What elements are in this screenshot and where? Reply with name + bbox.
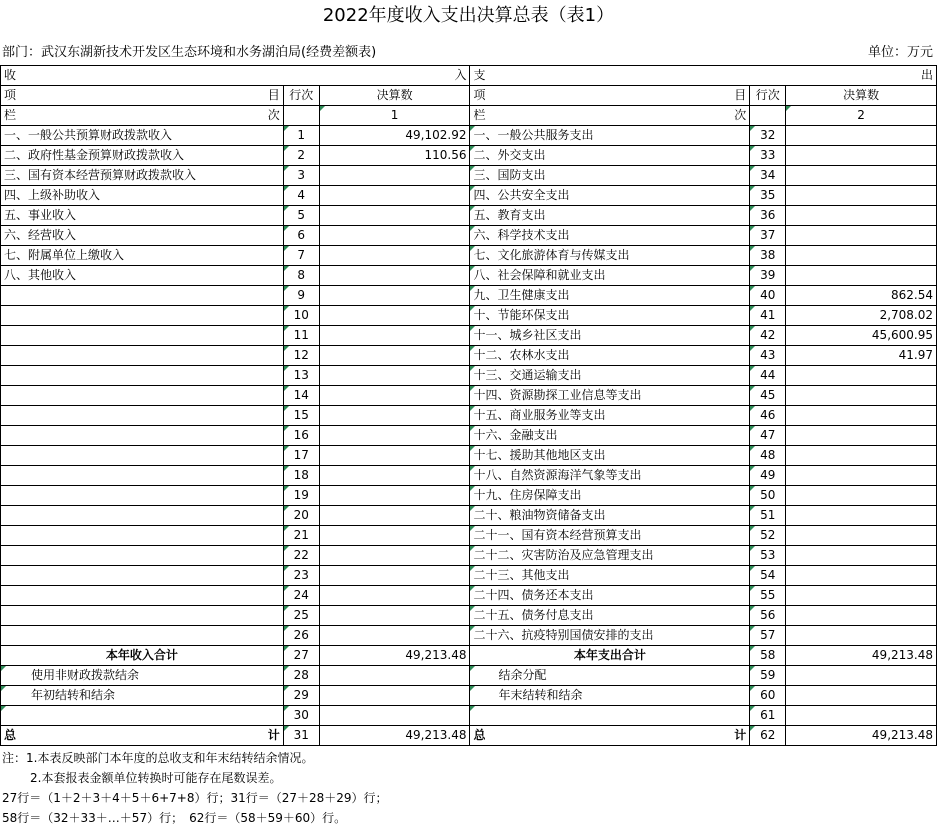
expense-amount xyxy=(786,126,937,146)
table-row xyxy=(1,126,937,146)
income-amount xyxy=(319,466,470,486)
expense-item: 十五、商业服务业等支出 xyxy=(470,406,750,426)
income-row-number: 8 xyxy=(283,266,319,286)
income-amount xyxy=(319,506,470,526)
expense-item: 十四、资源勘探工业信息等支出 xyxy=(470,386,750,406)
income-item: 使用非财政拨款结余 xyxy=(1,666,284,686)
expense-row-number: 34 xyxy=(750,166,786,186)
income-item xyxy=(1,406,284,426)
expense-row-number: 56 xyxy=(750,606,786,626)
income-item xyxy=(1,486,284,506)
income-row-number: 16 xyxy=(283,426,319,446)
expense-row-number: 54 xyxy=(750,566,786,586)
income-grand-total-amount: 49,213.48 xyxy=(319,726,470,746)
income-row-number: 9 xyxy=(283,286,319,306)
expense-amount xyxy=(786,566,937,586)
income-row-number: 5 xyxy=(283,206,319,226)
income-item: 一、一般公共预算财政拨款收入 xyxy=(1,126,284,146)
expense-row-number: 42 xyxy=(750,326,786,346)
table-row xyxy=(1,566,937,586)
expense-row-number: 37 xyxy=(750,226,786,246)
income-item xyxy=(1,466,284,486)
expense-amount xyxy=(786,146,937,166)
income-row-number: 1 xyxy=(283,126,319,146)
income-amount: 110.56 xyxy=(319,146,470,166)
income-grand-total-row-number: 31 xyxy=(283,726,319,746)
income-row-number: 25 xyxy=(283,606,319,626)
income-row-number: 30 xyxy=(283,706,319,726)
expense-row-number: 51 xyxy=(750,506,786,526)
income-row-number: 14 xyxy=(283,386,319,406)
report-title: 2022年度收入支出决算总表（表1） xyxy=(322,5,615,26)
income-amount xyxy=(319,366,470,386)
expense-amount xyxy=(786,366,937,386)
income-item: 七、附属单位上缴收入 xyxy=(1,246,284,266)
expense-amount xyxy=(786,386,937,406)
expense-item-header: 项 目 xyxy=(470,86,750,106)
income-amount xyxy=(319,426,470,446)
expense-section-header: 支 出 xyxy=(470,66,937,86)
income-row-number: 4 xyxy=(283,186,319,206)
income-item xyxy=(1,326,284,346)
expense-row-number: 47 xyxy=(750,426,786,446)
income-item: 六、经营收入 xyxy=(1,226,284,246)
table-row xyxy=(1,406,937,426)
income-amount xyxy=(319,486,470,506)
unit-label: 单位：万元 xyxy=(867,45,933,60)
income-item xyxy=(1,546,284,566)
income-row-number: 13 xyxy=(283,366,319,386)
income-amount xyxy=(319,326,470,346)
income-amount xyxy=(319,286,470,306)
expense-row-number: 35 xyxy=(750,186,786,206)
expense-item: 七、文化旅游体育与传媒支出 xyxy=(470,246,750,266)
expense-item xyxy=(470,706,750,726)
note-2: 2.本套报表金额单位转换时可能存在尾数误差。 xyxy=(30,771,282,785)
expense-amount xyxy=(786,226,937,246)
income-amount xyxy=(319,626,470,646)
table-row xyxy=(1,686,937,706)
table-row xyxy=(1,166,937,186)
expense-row-number: 48 xyxy=(750,446,786,466)
income-row-number: 28 xyxy=(283,666,319,686)
expense-col-label: 栏 次 xyxy=(470,106,750,126)
expense-row-number: 55 xyxy=(750,586,786,606)
expense-row-number: 46 xyxy=(750,406,786,426)
expense-amount xyxy=(786,266,937,286)
table-row xyxy=(1,226,937,246)
expense-item: 年末结转和结余 xyxy=(470,686,750,706)
expense-item: 九、卫生健康支出 xyxy=(470,286,750,306)
expense-row-number: 36 xyxy=(750,206,786,226)
income-row-number: 6 xyxy=(283,226,319,246)
table-row xyxy=(1,486,937,506)
expense-amount xyxy=(786,546,937,566)
expense-row-number: 60 xyxy=(750,686,786,706)
table-row xyxy=(1,666,937,686)
note-3: 27行＝（1＋2＋3＋4＋5＋6+7+8）行；31行＝（27＋28＋29）行； xyxy=(2,791,388,805)
income-amount xyxy=(319,306,470,326)
income-item: 二、政府性基金预算财政拨款收入 xyxy=(1,146,284,166)
expense-item: 五、教育支出 xyxy=(470,206,750,226)
expense-row-number: 32 xyxy=(750,126,786,146)
income-amount xyxy=(319,166,470,186)
expense-item: 四、公共安全支出 xyxy=(470,186,750,206)
income-amount xyxy=(319,206,470,226)
income-total-row-number: 27 xyxy=(283,646,319,666)
expense-row-number: 50 xyxy=(750,486,786,506)
table-row xyxy=(1,346,937,366)
income-amount xyxy=(319,586,470,606)
income-amount xyxy=(319,526,470,546)
income-row-number: 11 xyxy=(283,326,319,346)
income-total-amount: 49,213.48 xyxy=(319,646,470,666)
header-row-columns xyxy=(1,86,937,106)
income-amount xyxy=(319,226,470,246)
expense-item: 十九、住房保障支出 xyxy=(470,486,750,506)
header-row-section xyxy=(1,66,937,86)
income-row-number: 12 xyxy=(283,346,319,366)
income-item: 三、国有资本经营预算财政拨款收入 xyxy=(1,166,284,186)
expense-row-number: 40 xyxy=(750,286,786,306)
expense-row-number: 53 xyxy=(750,546,786,566)
income-row-number: 24 xyxy=(283,586,319,606)
income-amount xyxy=(319,706,470,726)
expense-item: 二十、粮油物资储备支出 xyxy=(470,506,750,526)
expense-amount: 2,708.02 xyxy=(786,306,937,326)
expense-row-number: 43 xyxy=(750,346,786,366)
income-row-number: 26 xyxy=(283,626,319,646)
table-row xyxy=(1,326,937,346)
income-expense-table xyxy=(0,65,937,746)
income-item: 四、上级补助收入 xyxy=(1,186,284,206)
income-row-number: 18 xyxy=(283,466,319,486)
expense-item: 三、国防支出 xyxy=(470,166,750,186)
income-row-number: 10 xyxy=(283,306,319,326)
expense-amount xyxy=(786,506,937,526)
income-item xyxy=(1,286,284,306)
income-row-number: 15 xyxy=(283,406,319,426)
expense-amount xyxy=(786,626,937,646)
expense-item: 结余分配 xyxy=(470,666,750,686)
income-col-label: 栏 次 xyxy=(1,106,284,126)
expense-amount xyxy=(786,526,937,546)
income-item xyxy=(1,346,284,366)
income-amount xyxy=(319,566,470,586)
income-amount: 49,102.92 xyxy=(319,126,470,146)
table-row xyxy=(1,446,937,466)
income-item xyxy=(1,426,284,446)
expense-row-number: 38 xyxy=(750,246,786,266)
expense-amount xyxy=(786,486,937,506)
expense-amount xyxy=(786,686,937,706)
table-row xyxy=(1,286,937,306)
income-amount xyxy=(319,186,470,206)
expense-row-number: 45 xyxy=(750,386,786,406)
table-row xyxy=(1,306,937,326)
income-amount xyxy=(319,686,470,706)
note-4: 58行＝（32＋33＋…＋57）行； 62行＝（58＋59＋60）行。 xyxy=(2,811,347,825)
income-item xyxy=(1,606,284,626)
income-amount xyxy=(319,446,470,466)
expense-item: 二十五、债务付息支出 xyxy=(470,606,750,626)
expense-row-number: 49 xyxy=(750,466,786,486)
income-item xyxy=(1,706,284,726)
table-row xyxy=(1,266,937,286)
expense-amount-header: 决算数 xyxy=(786,86,937,106)
income-grand-total-label: 总 计 xyxy=(1,726,284,746)
expense-amount xyxy=(786,666,937,686)
income-row-number: 19 xyxy=(283,486,319,506)
income-amount xyxy=(319,666,470,686)
expense-grand-total-amount: 49,213.48 xyxy=(786,726,937,746)
table-row xyxy=(1,586,937,606)
table-row xyxy=(1,526,937,546)
expense-amount xyxy=(786,406,937,426)
income-item: 五、事业收入 xyxy=(1,206,284,226)
table-row xyxy=(1,706,937,726)
expense-amount xyxy=(786,466,937,486)
table-row xyxy=(1,366,937,386)
table-row xyxy=(1,546,937,566)
income-row-number: 3 xyxy=(283,166,319,186)
income-item xyxy=(1,446,284,466)
income-item xyxy=(1,626,284,646)
expense-item: 十三、交通运输支出 xyxy=(470,366,750,386)
income-item xyxy=(1,506,284,526)
table-row xyxy=(1,246,937,266)
expense-row-number: 41 xyxy=(750,306,786,326)
expense-item: 二十三、其他支出 xyxy=(470,566,750,586)
department-label: 部门：武汉东湖新技术开发区生态环境和水务湖泊局(经费差额表) xyxy=(2,45,377,60)
expense-rowno-header: 行次 xyxy=(750,86,786,106)
expense-grand-total-label: 总 计 xyxy=(470,726,750,746)
income-row-number: 7 xyxy=(283,246,319,266)
table-row xyxy=(1,466,937,486)
income-amount xyxy=(319,386,470,406)
expense-item: 十一、城乡社区支出 xyxy=(470,326,750,346)
income-row-number: 20 xyxy=(283,506,319,526)
expense-col-number: 2 xyxy=(786,106,937,126)
income-item xyxy=(1,306,284,326)
expense-item: 十六、金融支出 xyxy=(470,426,750,446)
expense-amount: 45,600.95 xyxy=(786,326,937,346)
income-amount-header: 决算数 xyxy=(319,86,470,106)
table-row xyxy=(1,426,937,446)
income-rowno-header: 行次 xyxy=(283,86,319,106)
expense-amount xyxy=(786,186,937,206)
table-row xyxy=(1,386,937,406)
expense-grand-total-row-number: 62 xyxy=(750,726,786,746)
income-row-number: 17 xyxy=(283,446,319,466)
income-row-number: 23 xyxy=(283,566,319,586)
annual-total-row xyxy=(1,646,937,666)
table-row xyxy=(1,606,937,626)
income-item: 年初结转和结余 xyxy=(1,686,284,706)
expense-row-number: 59 xyxy=(750,666,786,686)
expense-total-amount: 49,213.48 xyxy=(786,646,937,666)
note-1: 注：1.本表反映部门本年度的总收支和年末结转结余情况。 xyxy=(2,751,314,765)
income-section-header: 收 入 xyxy=(1,66,470,86)
table-row xyxy=(1,186,937,206)
expense-amount xyxy=(786,426,937,446)
income-amount xyxy=(319,266,470,286)
income-amount xyxy=(319,346,470,366)
income-item xyxy=(1,566,284,586)
expense-amount xyxy=(786,606,937,626)
expense-item: 二、外交支出 xyxy=(470,146,750,166)
notes xyxy=(2,748,388,828)
expense-item: 十七、援助其他地区支出 xyxy=(470,446,750,466)
income-total-label: 本年收入合计 xyxy=(1,646,284,666)
expense-row-number: 33 xyxy=(750,146,786,166)
income-row-number: 29 xyxy=(283,686,319,706)
income-item xyxy=(1,366,284,386)
income-item xyxy=(1,386,284,406)
table-row xyxy=(1,506,937,526)
expense-total-label: 本年支出合计 xyxy=(470,646,750,666)
income-item xyxy=(1,526,284,546)
expense-row-number: 44 xyxy=(750,366,786,386)
expense-item: 十八、自然资源海洋气象等支出 xyxy=(470,466,750,486)
income-amount xyxy=(319,406,470,426)
expense-item: 八、社会保障和就业支出 xyxy=(470,266,750,286)
expense-total-row-number: 58 xyxy=(750,646,786,666)
expense-amount xyxy=(786,246,937,266)
expense-item: 十、节能环保支出 xyxy=(470,306,750,326)
expense-item: 十二、农林水支出 xyxy=(470,346,750,366)
expense-item: 二十六、抗疫特别国债安排的支出 xyxy=(470,626,750,646)
expense-item: 一、一般公共服务支出 xyxy=(470,126,750,146)
expense-item: 二十二、灾害防治及应急管理支出 xyxy=(470,546,750,566)
expense-amount: 41.97 xyxy=(786,346,937,366)
income-item: 八、其他收入 xyxy=(1,266,284,286)
expense-row-number: 39 xyxy=(750,266,786,286)
income-col-number: 1 xyxy=(319,106,470,126)
table-row xyxy=(1,626,937,646)
expense-amount xyxy=(786,586,937,606)
income-row-number: 2 xyxy=(283,146,319,166)
income-amount xyxy=(319,546,470,566)
expense-item: 二十一、国有资本经营预算支出 xyxy=(470,526,750,546)
income-row-number: 21 xyxy=(283,526,319,546)
income-amount xyxy=(319,246,470,266)
table-row xyxy=(1,206,937,226)
expense-row-number: 61 xyxy=(750,706,786,726)
expense-amount xyxy=(786,446,937,466)
table-row xyxy=(1,146,937,166)
expense-row-number: 52 xyxy=(750,526,786,546)
expense-row-number: 57 xyxy=(750,626,786,646)
expense-amount: 862.54 xyxy=(786,286,937,306)
income-item-header: 项 目 xyxy=(1,86,284,106)
expense-amount xyxy=(786,706,937,726)
expense-amount xyxy=(786,166,937,186)
header-row-colno xyxy=(1,106,937,126)
grand-total-row xyxy=(1,726,937,746)
income-item xyxy=(1,586,284,606)
expense-amount xyxy=(786,206,937,226)
income-amount xyxy=(319,606,470,626)
expense-item: 二十四、债务还本支出 xyxy=(470,586,750,606)
income-row-number: 22 xyxy=(283,546,319,566)
expense-item: 六、科学技术支出 xyxy=(470,226,750,246)
